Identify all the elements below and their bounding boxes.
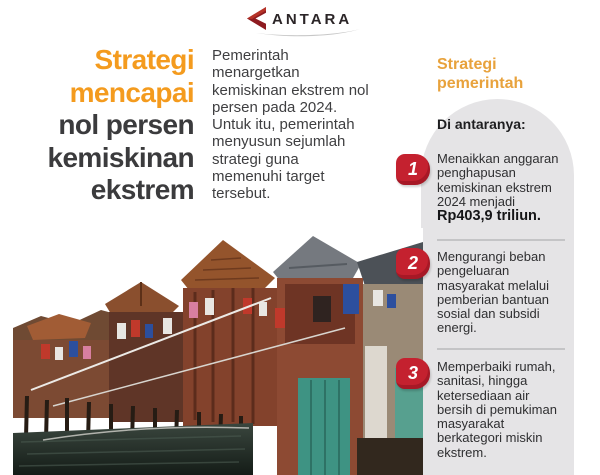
antara-logo	[242, 3, 364, 39]
strategy-item-1-bold: Rp403,9 triliun.	[437, 208, 541, 225]
item-divider	[437, 348, 565, 350]
strategy-item-3: Memperbaiki rumah, sanitasi, hingga ketersediaan air bersih di pemukiman masyarakat berkategori miskin ekstrem.	[437, 359, 557, 460]
antara-triangle-icon	[247, 7, 266, 30]
logo-swoosh	[256, 29, 360, 36]
badge-number-2: 2	[396, 248, 430, 279]
title-line: kemiskinan	[47, 141, 194, 173]
intro-paragraph: Pemerintah menargetkan kemiskinan ekstrem nol persen pada 2024. Untuk itu, pemerintah menyusun sejumlah strategi guna memenuhi target tersebut.	[212, 47, 369, 203]
title-line: nol persen	[58, 109, 194, 140]
page-title	[20, 44, 194, 207]
panel-heading: Strategi pemerintah	[437, 56, 524, 92]
title-line: ekstrem	[90, 174, 194, 205]
title-line: mencapai	[69, 76, 194, 108]
slum-houses-photo	[13, 228, 423, 475]
badge-number-1: 1	[396, 154, 430, 185]
title-line: Strategi	[94, 44, 194, 75]
strategy-item-2: Mengurangi beban pengeluaran masyarakat melalui pemberian bantuan sosial dan subsidi energi.	[437, 249, 550, 336]
strategy-item-1-text: Menaikkan anggaran penghapusan kemiskinan ekstrem 2024 menjadi	[437, 151, 559, 209]
badge-number-3: 3	[396, 358, 430, 389]
item-divider	[437, 239, 565, 241]
strategy-item-1	[437, 152, 568, 223]
antara-logo-text: ANTARA	[272, 11, 353, 28]
panel-subheading: Di antaranya:	[437, 116, 526, 132]
